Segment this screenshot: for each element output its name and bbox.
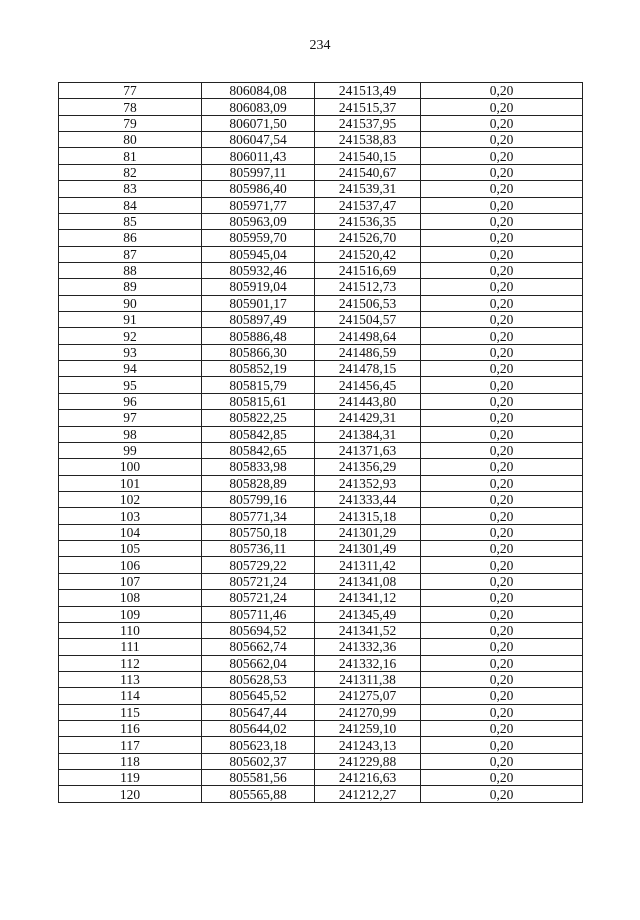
point-number-cell: 85 xyxy=(59,213,202,229)
table-row xyxy=(59,377,583,393)
x-coordinate-cell: 805662,04 xyxy=(202,655,315,671)
accuracy-cell: 0,20 xyxy=(421,377,583,393)
table-row xyxy=(59,786,583,802)
table-row xyxy=(59,590,583,606)
point-number-cell: 118 xyxy=(59,753,202,769)
accuracy-cell: 0,20 xyxy=(421,655,583,671)
table-row xyxy=(59,164,583,180)
point-number-cell: 110 xyxy=(59,622,202,638)
table-row xyxy=(59,573,583,589)
accuracy-cell: 0,20 xyxy=(421,770,583,786)
accuracy-cell: 0,20 xyxy=(421,148,583,164)
table-row xyxy=(59,671,583,687)
x-coordinate-cell: 805711,46 xyxy=(202,606,315,622)
point-number-cell: 104 xyxy=(59,524,202,540)
y-coordinate-cell: 241516,69 xyxy=(315,262,421,278)
x-coordinate-cell: 805959,70 xyxy=(202,230,315,246)
accuracy-cell: 0,20 xyxy=(421,524,583,540)
point-number-cell: 117 xyxy=(59,737,202,753)
table-row xyxy=(59,721,583,737)
point-number-cell: 82 xyxy=(59,164,202,180)
x-coordinate-cell: 805662,74 xyxy=(202,639,315,655)
y-coordinate-cell: 241341,08 xyxy=(315,573,421,589)
table-row xyxy=(59,524,583,540)
x-coordinate-cell: 806084,08 xyxy=(202,83,315,99)
point-number-cell: 96 xyxy=(59,393,202,409)
table-row xyxy=(59,181,583,197)
x-coordinate-cell: 805644,02 xyxy=(202,721,315,737)
y-coordinate-cell: 241515,37 xyxy=(315,99,421,115)
table-row xyxy=(59,148,583,164)
accuracy-cell: 0,20 xyxy=(421,622,583,638)
point-number-cell: 98 xyxy=(59,426,202,442)
accuracy-cell: 0,20 xyxy=(421,361,583,377)
accuracy-cell: 0,20 xyxy=(421,442,583,458)
x-coordinate-cell: 805565,88 xyxy=(202,786,315,802)
table-row xyxy=(59,344,583,360)
point-number-cell: 100 xyxy=(59,459,202,475)
y-coordinate-cell: 241537,47 xyxy=(315,197,421,213)
point-number-cell: 89 xyxy=(59,279,202,295)
x-coordinate-cell: 805833,98 xyxy=(202,459,315,475)
accuracy-cell: 0,20 xyxy=(421,753,583,769)
y-coordinate-cell: 241352,93 xyxy=(315,475,421,491)
accuracy-cell: 0,20 xyxy=(421,328,583,344)
table-row xyxy=(59,459,583,475)
point-number-cell: 112 xyxy=(59,655,202,671)
point-number-cell: 78 xyxy=(59,99,202,115)
table-body xyxy=(59,83,583,803)
x-coordinate-cell: 805828,89 xyxy=(202,475,315,491)
point-number-cell: 115 xyxy=(59,704,202,720)
y-coordinate-cell: 241301,49 xyxy=(315,541,421,557)
y-coordinate-cell: 241512,73 xyxy=(315,279,421,295)
y-coordinate-cell: 241270,99 xyxy=(315,704,421,720)
y-coordinate-cell: 241526,70 xyxy=(315,230,421,246)
y-coordinate-cell: 241536,35 xyxy=(315,213,421,229)
accuracy-cell: 0,20 xyxy=(421,475,583,491)
y-coordinate-cell: 241311,38 xyxy=(315,671,421,687)
point-number-cell: 101 xyxy=(59,475,202,491)
y-coordinate-cell: 241456,45 xyxy=(315,377,421,393)
table-row xyxy=(59,230,583,246)
accuracy-cell: 0,20 xyxy=(421,115,583,131)
accuracy-cell: 0,20 xyxy=(421,181,583,197)
point-number-cell: 81 xyxy=(59,148,202,164)
y-coordinate-cell: 241301,29 xyxy=(315,524,421,540)
table-row xyxy=(59,132,583,148)
point-number-cell: 114 xyxy=(59,688,202,704)
table-row xyxy=(59,279,583,295)
x-coordinate-cell: 805647,44 xyxy=(202,704,315,720)
point-number-cell: 97 xyxy=(59,410,202,426)
point-number-cell: 108 xyxy=(59,590,202,606)
accuracy-cell: 0,20 xyxy=(421,737,583,753)
y-coordinate-cell: 241539,31 xyxy=(315,181,421,197)
point-number-cell: 107 xyxy=(59,573,202,589)
accuracy-cell: 0,20 xyxy=(421,426,583,442)
x-coordinate-cell: 805771,34 xyxy=(202,508,315,524)
accuracy-cell: 0,20 xyxy=(421,721,583,737)
table-row xyxy=(59,508,583,524)
accuracy-cell: 0,20 xyxy=(421,99,583,115)
x-coordinate-cell: 805822,25 xyxy=(202,410,315,426)
table-row xyxy=(59,99,583,115)
x-coordinate-cell: 805721,24 xyxy=(202,590,315,606)
y-coordinate-cell: 241540,15 xyxy=(315,148,421,164)
x-coordinate-cell: 805750,18 xyxy=(202,524,315,540)
table-row xyxy=(59,606,583,622)
accuracy-cell: 0,20 xyxy=(421,590,583,606)
point-number-cell: 109 xyxy=(59,606,202,622)
point-number-cell: 79 xyxy=(59,115,202,131)
x-coordinate-cell: 805986,40 xyxy=(202,181,315,197)
table-row xyxy=(59,491,583,507)
table-row xyxy=(59,475,583,491)
point-number-cell: 91 xyxy=(59,312,202,328)
x-coordinate-cell: 805602,37 xyxy=(202,753,315,769)
accuracy-cell: 0,20 xyxy=(421,83,583,99)
x-coordinate-cell: 805886,48 xyxy=(202,328,315,344)
accuracy-cell: 0,20 xyxy=(421,197,583,213)
x-coordinate-cell: 805842,65 xyxy=(202,442,315,458)
point-number-cell: 90 xyxy=(59,295,202,311)
y-coordinate-cell: 241498,64 xyxy=(315,328,421,344)
accuracy-cell: 0,20 xyxy=(421,132,583,148)
table-row xyxy=(59,753,583,769)
y-coordinate-cell: 241537,95 xyxy=(315,115,421,131)
x-coordinate-cell: 805963,09 xyxy=(202,213,315,229)
table-row xyxy=(59,426,583,442)
table-row xyxy=(59,115,583,131)
y-coordinate-cell: 241371,63 xyxy=(315,442,421,458)
table-row xyxy=(59,639,583,655)
accuracy-cell: 0,20 xyxy=(421,491,583,507)
table-row xyxy=(59,312,583,328)
point-number-cell: 106 xyxy=(59,557,202,573)
table-row xyxy=(59,393,583,409)
table-row xyxy=(59,246,583,262)
accuracy-cell: 0,20 xyxy=(421,312,583,328)
x-coordinate-cell: 805866,30 xyxy=(202,344,315,360)
accuracy-cell: 0,20 xyxy=(421,786,583,802)
point-number-cell: 120 xyxy=(59,786,202,802)
point-number-cell: 102 xyxy=(59,491,202,507)
x-coordinate-cell: 805815,61 xyxy=(202,393,315,409)
coordinates-table xyxy=(58,82,583,803)
y-coordinate-cell: 241275,07 xyxy=(315,688,421,704)
y-coordinate-cell: 241212,27 xyxy=(315,786,421,802)
table-row xyxy=(59,704,583,720)
point-number-cell: 80 xyxy=(59,132,202,148)
accuracy-cell: 0,20 xyxy=(421,230,583,246)
x-coordinate-cell: 805628,53 xyxy=(202,671,315,687)
x-coordinate-cell: 805852,19 xyxy=(202,361,315,377)
y-coordinate-cell: 241315,18 xyxy=(315,508,421,524)
x-coordinate-cell: 805581,56 xyxy=(202,770,315,786)
accuracy-cell: 0,20 xyxy=(421,262,583,278)
y-coordinate-cell: 241443,80 xyxy=(315,393,421,409)
y-coordinate-cell: 241506,53 xyxy=(315,295,421,311)
accuracy-cell: 0,20 xyxy=(421,671,583,687)
table-row xyxy=(59,83,583,99)
x-coordinate-cell: 805815,79 xyxy=(202,377,315,393)
accuracy-cell: 0,20 xyxy=(421,639,583,655)
accuracy-cell: 0,20 xyxy=(421,410,583,426)
accuracy-cell: 0,20 xyxy=(421,704,583,720)
accuracy-cell: 0,20 xyxy=(421,541,583,557)
x-coordinate-cell: 805694,52 xyxy=(202,622,315,638)
y-coordinate-cell: 241332,16 xyxy=(315,655,421,671)
accuracy-cell: 0,20 xyxy=(421,508,583,524)
table-row xyxy=(59,213,583,229)
table-row xyxy=(59,737,583,753)
table-row xyxy=(59,410,583,426)
y-coordinate-cell: 241520,42 xyxy=(315,246,421,262)
accuracy-cell: 0,20 xyxy=(421,295,583,311)
point-number-cell: 86 xyxy=(59,230,202,246)
point-number-cell: 77 xyxy=(59,83,202,99)
point-number-cell: 94 xyxy=(59,361,202,377)
accuracy-cell: 0,20 xyxy=(421,606,583,622)
y-coordinate-cell: 241356,29 xyxy=(315,459,421,475)
point-number-cell: 84 xyxy=(59,197,202,213)
y-coordinate-cell: 241429,31 xyxy=(315,410,421,426)
table-row xyxy=(59,361,583,377)
accuracy-cell: 0,20 xyxy=(421,344,583,360)
x-coordinate-cell: 805971,77 xyxy=(202,197,315,213)
point-number-cell: 87 xyxy=(59,246,202,262)
point-number-cell: 116 xyxy=(59,721,202,737)
x-coordinate-cell: 805932,46 xyxy=(202,262,315,278)
accuracy-cell: 0,20 xyxy=(421,279,583,295)
x-coordinate-cell: 806083,09 xyxy=(202,99,315,115)
x-coordinate-cell: 805997,11 xyxy=(202,164,315,180)
table-row xyxy=(59,770,583,786)
y-coordinate-cell: 241259,10 xyxy=(315,721,421,737)
y-coordinate-cell: 241538,83 xyxy=(315,132,421,148)
accuracy-cell: 0,20 xyxy=(421,246,583,262)
y-coordinate-cell: 241486,59 xyxy=(315,344,421,360)
table-row xyxy=(59,197,583,213)
accuracy-cell: 0,20 xyxy=(421,557,583,573)
y-coordinate-cell: 241311,42 xyxy=(315,557,421,573)
table-row xyxy=(59,688,583,704)
point-number-cell: 111 xyxy=(59,639,202,655)
table-row xyxy=(59,541,583,557)
x-coordinate-cell: 805645,52 xyxy=(202,688,315,704)
x-coordinate-cell: 805721,24 xyxy=(202,573,315,589)
table-row xyxy=(59,295,583,311)
y-coordinate-cell: 241333,44 xyxy=(315,491,421,507)
x-coordinate-cell: 805901,17 xyxy=(202,295,315,311)
x-coordinate-cell: 805736,11 xyxy=(202,541,315,557)
point-number-cell: 105 xyxy=(59,541,202,557)
x-coordinate-cell: 805945,04 xyxy=(202,246,315,262)
point-number-cell: 119 xyxy=(59,770,202,786)
table-row xyxy=(59,622,583,638)
x-coordinate-cell: 805799,16 xyxy=(202,491,315,507)
accuracy-cell: 0,20 xyxy=(421,164,583,180)
table-row xyxy=(59,655,583,671)
point-number-cell: 95 xyxy=(59,377,202,393)
y-coordinate-cell: 241341,52 xyxy=(315,622,421,638)
y-coordinate-cell: 241513,49 xyxy=(315,83,421,99)
table-row xyxy=(59,262,583,278)
point-number-cell: 99 xyxy=(59,442,202,458)
point-number-cell: 83 xyxy=(59,181,202,197)
y-coordinate-cell: 241243,13 xyxy=(315,737,421,753)
accuracy-cell: 0,20 xyxy=(421,573,583,589)
point-number-cell: 88 xyxy=(59,262,202,278)
accuracy-cell: 0,20 xyxy=(421,393,583,409)
point-number-cell: 103 xyxy=(59,508,202,524)
y-coordinate-cell: 241384,31 xyxy=(315,426,421,442)
y-coordinate-cell: 241478,15 xyxy=(315,361,421,377)
x-coordinate-cell: 805842,85 xyxy=(202,426,315,442)
accuracy-cell: 0,20 xyxy=(421,688,583,704)
accuracy-cell: 0,20 xyxy=(421,213,583,229)
y-coordinate-cell: 241540,67 xyxy=(315,164,421,180)
accuracy-cell: 0,20 xyxy=(421,459,583,475)
y-coordinate-cell: 241504,57 xyxy=(315,312,421,328)
point-number-cell: 92 xyxy=(59,328,202,344)
x-coordinate-cell: 806011,43 xyxy=(202,148,315,164)
table-row xyxy=(59,442,583,458)
x-coordinate-cell: 806047,54 xyxy=(202,132,315,148)
x-coordinate-cell: 805623,18 xyxy=(202,737,315,753)
x-coordinate-cell: 805897,49 xyxy=(202,312,315,328)
x-coordinate-cell: 806071,50 xyxy=(202,115,315,131)
y-coordinate-cell: 241341,12 xyxy=(315,590,421,606)
point-number-cell: 113 xyxy=(59,671,202,687)
y-coordinate-cell: 241229,88 xyxy=(315,753,421,769)
y-coordinate-cell: 241345,49 xyxy=(315,606,421,622)
page-number: 234 xyxy=(309,38,331,53)
x-coordinate-cell: 805729,22 xyxy=(202,557,315,573)
point-number-cell: 93 xyxy=(59,344,202,360)
table-row xyxy=(59,557,583,573)
y-coordinate-cell: 241332,36 xyxy=(315,639,421,655)
table-row xyxy=(59,328,583,344)
y-coordinate-cell: 241216,63 xyxy=(315,770,421,786)
x-coordinate-cell: 805919,04 xyxy=(202,279,315,295)
